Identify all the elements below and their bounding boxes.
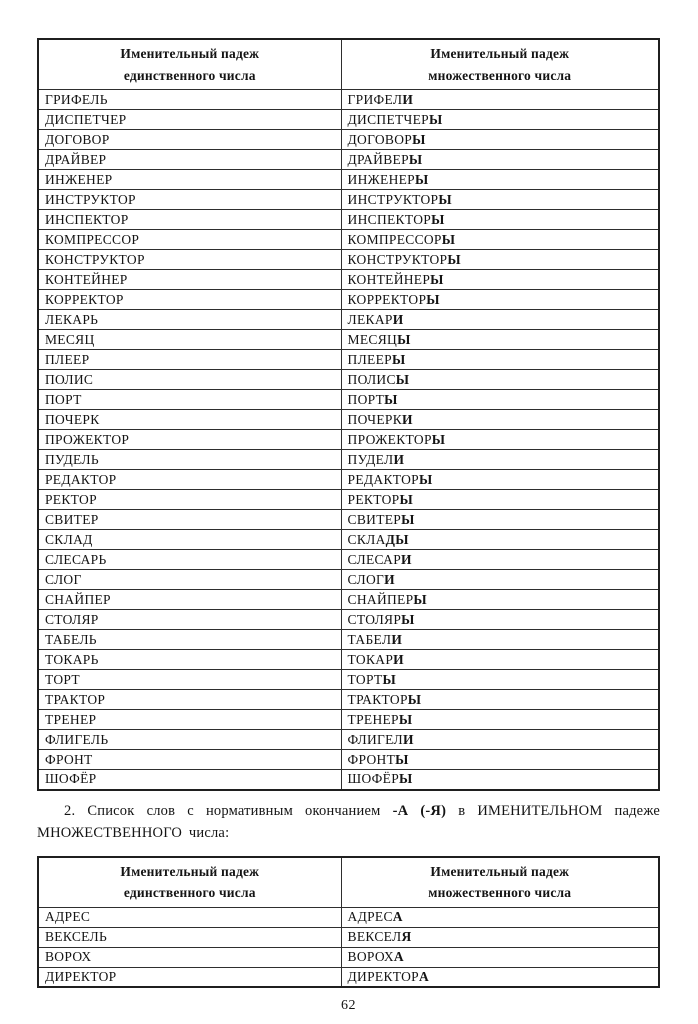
plural-cell: ТРАКТОРЫ	[341, 690, 659, 710]
plural-ending-bold: Ы	[412, 131, 426, 147]
plural-ending-bold: А	[392, 909, 403, 925]
singular-cell: ПРОЖЕКТОР	[38, 430, 341, 450]
plural-cell: ЛЕКАРИ	[341, 310, 659, 330]
plural-cell: ТРЕНЕРЫ	[341, 710, 659, 730]
plural-ending-bold: Ы	[401, 511, 415, 527]
table-row	[38, 310, 659, 330]
table-row	[38, 270, 659, 290]
table-row	[38, 927, 659, 947]
singular-cell: ФЛИГЕЛЬ	[38, 730, 341, 750]
table-row	[38, 690, 659, 710]
plural-cell: ДРАЙВЕРЫ	[341, 150, 659, 170]
plural-cell: ПРОЖЕКТОРЫ	[341, 430, 659, 450]
singular-cell: ТАБЕЛЬ	[38, 630, 341, 650]
table-row	[38, 370, 659, 390]
table-row	[38, 170, 659, 190]
singular-cell: РЕКТОР	[38, 490, 341, 510]
table-row	[38, 670, 659, 690]
header-plural-column	[341, 857, 659, 908]
table-row	[38, 630, 659, 650]
plural-ending-bold: И	[393, 651, 404, 667]
plural-ending-bold: Ы	[384, 391, 398, 407]
table-row	[38, 967, 659, 987]
word-table-singular-plural-a-ya	[37, 856, 660, 989]
plural-cell: ДИСПЕТЧЕРЫ	[341, 110, 659, 130]
singular-cell: СКЛАД	[38, 530, 341, 550]
plural-ending-bold: И	[402, 731, 414, 747]
plural-ending-bold: Ы	[398, 711, 413, 727]
plural-ending-bold: И	[402, 91, 414, 107]
plural-ending-bold: Ы	[441, 231, 456, 247]
plural-cell: СКЛАДЫ	[341, 530, 659, 550]
plural-cell: СНАЙПЕРЫ	[341, 590, 659, 610]
singular-cell: АДРЕС	[38, 907, 341, 927]
singular-cell: ДРАЙВЕР	[38, 150, 341, 170]
table-row	[38, 510, 659, 530]
singular-cell: ПЛЕЕР	[38, 350, 341, 370]
table-row	[38, 907, 659, 927]
singular-cell: ПУДЕЛЬ	[38, 450, 341, 470]
plural-cell: КОНТЕЙНЕРЫ	[341, 270, 659, 290]
singular-cell: КОРРЕКТОР	[38, 290, 341, 310]
singular-cell: КОНСТРУКТОР	[38, 250, 341, 270]
plural-cell: СЛОГИ	[341, 570, 659, 590]
table-row	[38, 590, 659, 610]
plural-cell: КОНСТРУКТОРЫ	[341, 250, 659, 270]
plural-ending-bold: Ы	[431, 211, 445, 227]
plural-cell: ТОРТЫ	[341, 670, 659, 690]
singular-cell: ВОРОХ	[38, 947, 341, 967]
table-row	[38, 490, 659, 510]
section-intro	[37, 800, 660, 845]
plural-cell: ТАБЕЛИ	[341, 630, 659, 650]
plural-cell: ФЛИГЕЛИ	[341, 730, 659, 750]
plural-cell: ДОГОВОРЫ	[341, 130, 659, 150]
table-row	[38, 410, 659, 430]
plural-ending-bold: Ы	[408, 151, 423, 167]
table-body	[38, 90, 659, 790]
plural-ending-bold: Ы	[447, 251, 461, 267]
plural-cell: ВОРОХА	[341, 947, 659, 967]
plural-ending-bold: Ы	[419, 471, 433, 487]
singular-cell: ТОРТ	[38, 670, 341, 690]
singular-cell: КОНТЕЙНЕР	[38, 270, 341, 290]
singular-cell: ГРИФЕЛЬ	[38, 90, 341, 110]
table-row	[38, 710, 659, 730]
plural-ending-bold: И	[402, 411, 413, 427]
header-singular-column	[38, 857, 341, 908]
plural-cell: ПОРТЫ	[341, 390, 659, 410]
plural-ending-bold: Ы	[399, 771, 413, 787]
singular-cell: КОМПРЕССОР	[38, 230, 341, 250]
table-row	[38, 330, 659, 350]
singular-cell: ДОГОВОР	[38, 130, 341, 150]
singular-cell: ДИРЕКТОР	[38, 967, 341, 987]
singular-cell: ВЕКСЕЛЬ	[38, 927, 341, 947]
plural-cell: РЕКТОРЫ	[341, 490, 659, 510]
header-line: Именительный падеж	[430, 863, 570, 879]
plural-ending-bold: И	[384, 571, 395, 587]
table-row	[38, 770, 659, 790]
header-singular-column	[38, 39, 341, 90]
singular-cell: ТРЕНЕР	[38, 710, 341, 730]
plural-cell: КОМПРЕССОРЫ	[341, 230, 659, 250]
plural-cell: РЕДАКТОРЫ	[341, 470, 659, 490]
singular-cell: ПОРТ	[38, 390, 341, 410]
page-number: 62	[341, 998, 356, 1014]
singular-cell: ПОЧЕРК	[38, 410, 341, 430]
table-row	[38, 110, 659, 130]
plural-cell: ПОЧЕРКИ	[341, 410, 659, 430]
plural-cell: ИНЖЕНЕРЫ	[341, 170, 659, 190]
table-row	[38, 390, 659, 410]
plural-ending-bold: Ы	[428, 111, 443, 127]
singular-cell: СНАЙПЕР	[38, 590, 341, 610]
plural-ending-bold: Я	[401, 929, 412, 945]
table-row	[38, 190, 659, 210]
header-line: Именительный падеж	[120, 863, 260, 879]
intro-text-after: в ИМЕНИТЕЛЬНОМ падеже МНОЖЕСТВЕННОГО числа:	[37, 802, 660, 842]
table-row	[38, 150, 659, 170]
singular-cell: ЛЕКАРЬ	[38, 310, 341, 330]
singular-cell: СТОЛЯР	[38, 610, 341, 630]
plural-ending-bold: И	[392, 311, 404, 327]
plural-ending-bold: И	[393, 451, 405, 467]
table-row	[38, 730, 659, 750]
plural-cell: ДИРЕКТОРА	[341, 967, 659, 987]
plural-ending-bold: Ы	[401, 611, 415, 627]
plural-ending-bold: А	[419, 969, 430, 985]
singular-cell: ШОФЁР	[38, 770, 341, 790]
plural-ending-bold: Ы	[415, 171, 429, 187]
header-row	[38, 857, 659, 908]
plural-ending-bold: И	[401, 551, 412, 567]
plural-cell: СВИТЕРЫ	[341, 510, 659, 530]
header-plural-column	[341, 39, 659, 90]
plural-ending-bold: Ы	[426, 291, 440, 307]
plural-ending-bold: Ы	[391, 351, 406, 367]
plural-ending-bold: А	[393, 949, 404, 965]
singular-cell: СЛЕСАРЬ	[38, 550, 341, 570]
singular-cell: ДИСПЕТЧЕР	[38, 110, 341, 130]
singular-cell: ПОЛИС	[38, 370, 341, 390]
table-row	[38, 530, 659, 550]
header-line: Именительный падеж	[120, 46, 260, 61]
table-row	[38, 750, 659, 770]
singular-cell: ТОКАРЬ	[38, 650, 341, 670]
plural-cell: КОРРЕКТОРЫ	[341, 290, 659, 310]
singular-cell: СЛОГ	[38, 570, 341, 590]
table-row	[38, 210, 659, 230]
plural-cell: ВЕКСЕЛЯ	[341, 927, 659, 947]
plural-cell: МЕСЯЦЫ	[341, 330, 659, 350]
plural-ending-bold: Ы	[430, 271, 444, 287]
plural-ending-bold: Ы	[395, 751, 409, 767]
intro-bold-endings: -А (-Я)	[392, 802, 447, 819]
table-header	[38, 39, 659, 90]
table-row	[38, 947, 659, 967]
table-row	[38, 230, 659, 250]
plural-cell: ПУДЕЛИ	[341, 450, 659, 470]
intro-text-before: 2. Список слов с нормативным окончанием	[64, 802, 381, 819]
plural-cell: ФРОНТЫ	[341, 750, 659, 770]
singular-cell: ИНСПЕКТОР	[38, 210, 341, 230]
plural-cell: АДРЕСА	[341, 907, 659, 927]
table-row	[38, 450, 659, 470]
plural-cell: ТОКАРИ	[341, 650, 659, 670]
plural-cell: СЛЕСАРИ	[341, 550, 659, 570]
singular-cell: ИНСТРУКТОР	[38, 190, 341, 210]
plural-ending-bold: Ы	[431, 431, 446, 447]
table-row	[38, 430, 659, 450]
table-row	[38, 550, 659, 570]
header-line: Именительный падеж	[430, 46, 570, 61]
plural-ending-bold: Ы	[399, 491, 413, 507]
table-header	[38, 857, 659, 908]
table-row	[38, 250, 659, 270]
table-row	[38, 90, 659, 110]
plural-cell: СТОЛЯРЫ	[341, 610, 659, 630]
plural-ending-bold: Ы	[438, 191, 452, 207]
plural-ending-bold: Ы	[407, 691, 422, 707]
table-row	[38, 290, 659, 310]
header-row	[38, 39, 659, 90]
header-line: единственного числа	[123, 67, 256, 83]
singular-cell: ФРОНТ	[38, 750, 341, 770]
table-row	[38, 130, 659, 150]
singular-cell: СВИТЕР	[38, 510, 341, 530]
plural-ending-bold: ДЫ	[385, 531, 409, 547]
table-row	[38, 470, 659, 490]
plural-ending-bold: Ы	[395, 371, 410, 387]
table-body	[38, 907, 659, 987]
singular-cell: МЕСЯЦ	[38, 330, 341, 350]
plural-cell: ПОЛИСЫ	[341, 370, 659, 390]
plural-cell: ИНСТРУКТОРЫ	[341, 190, 659, 210]
plural-cell: ГРИФЕЛИ	[341, 90, 659, 110]
plural-ending-bold: Ы	[382, 671, 397, 687]
header-line: множественного числа	[428, 67, 572, 83]
table-row	[38, 610, 659, 630]
word-table-singular-plural-y-i	[37, 38, 660, 791]
header-line: единственного числа	[123, 885, 256, 901]
plural-ending-bold: И	[391, 631, 403, 647]
table-row	[38, 650, 659, 670]
singular-cell: ТРАКТОР	[38, 690, 341, 710]
plural-cell: ИНСПЕКТОРЫ	[341, 210, 659, 230]
header-line: множественного числа	[428, 885, 572, 901]
plural-ending-bold: Ы	[397, 331, 411, 347]
singular-cell: ИНЖЕНЕР	[38, 170, 341, 190]
table-row	[38, 570, 659, 590]
plural-cell: ПЛЕЕРЫ	[341, 350, 659, 370]
table-row	[38, 350, 659, 370]
singular-cell: РЕДАКТОР	[38, 470, 341, 490]
plural-cell: ШОФЁРЫ	[341, 770, 659, 790]
plural-ending-bold: Ы	[413, 591, 427, 607]
